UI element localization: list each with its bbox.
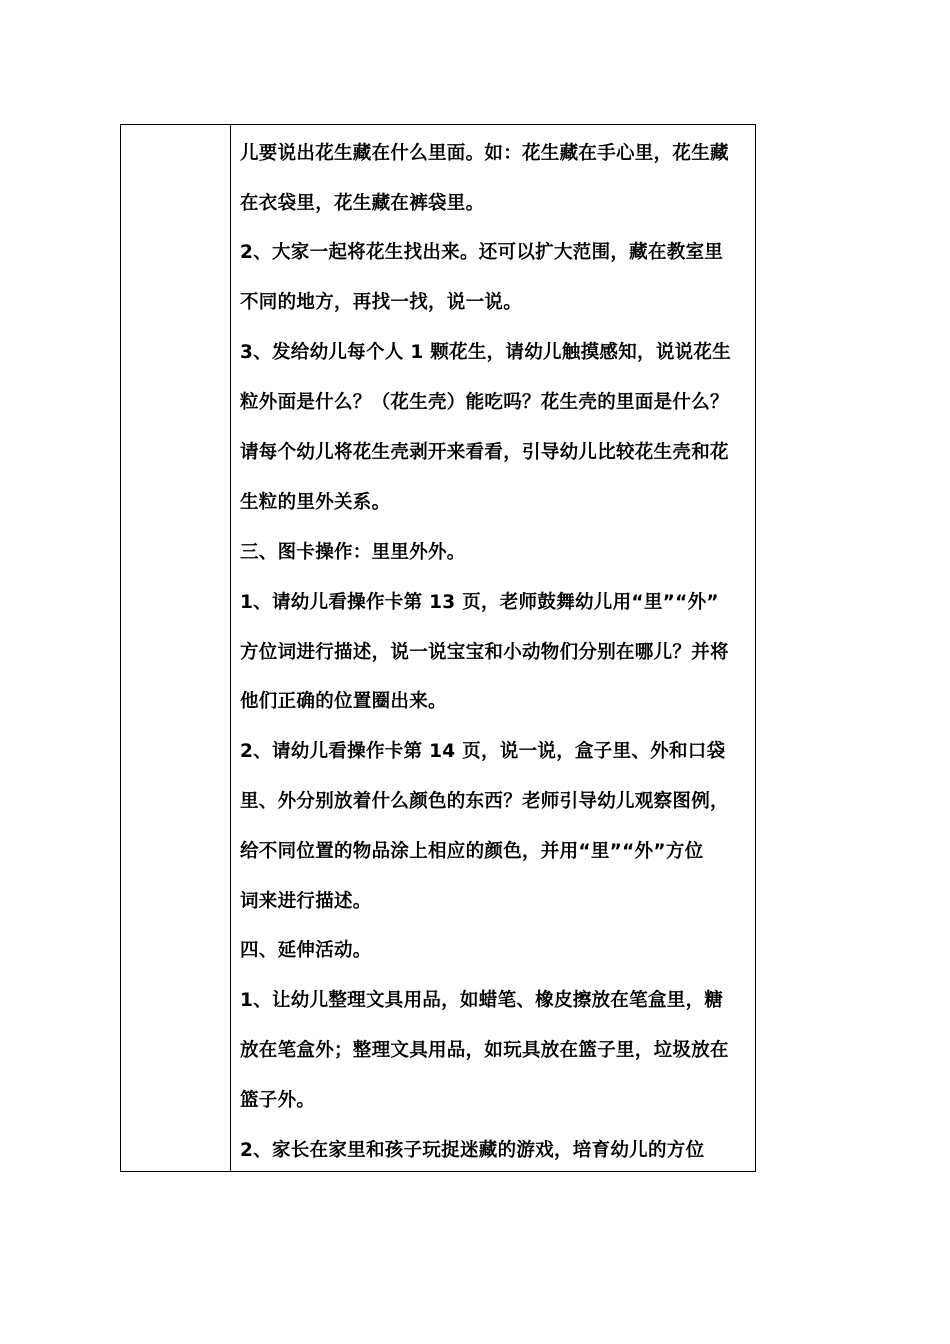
text-line: 生粒的里外关系。 bbox=[240, 492, 391, 513]
text-line: 3、发给幼儿每个人 1 颗花生，请幼儿触摸感知，说说花生 bbox=[240, 342, 732, 363]
text-line: 四、延伸活动。 bbox=[240, 940, 372, 961]
text-line: 给不同位置的物品涂上相应的颜色，并用“里”“外”方位 bbox=[240, 841, 704, 862]
text-line: 2、请幼儿看操作卡第 14 页，说一说，盒子里、外和口袋 bbox=[240, 741, 726, 762]
text-line: 儿要说出花生藏在什么里面。如：花生藏在手心里，花生藏 bbox=[240, 143, 729, 164]
table-left-cell bbox=[121, 125, 231, 1171]
text-line: 2、家长在家里和孩子玩捉迷藏的游戏，培育幼儿的方位 bbox=[240, 1140, 705, 1161]
text-line: 粒外面是什么？（花生壳）能吃吗？花生壳的里面是什么？ bbox=[240, 392, 729, 413]
text-line: 1、让幼儿整理文具用品，如蜡笔、橡皮擦放在笔盒里，糖 bbox=[240, 990, 724, 1011]
text-line: 他们正确的位置圈出来。 bbox=[240, 691, 447, 712]
text-line: 请每个幼儿将花生壳剥开来看看，引导幼儿比较花生壳和花 bbox=[240, 442, 729, 463]
table-right-cell bbox=[231, 125, 755, 1171]
text-line: 在衣袋里，花生藏在裤袋里。 bbox=[240, 193, 485, 214]
text-line: 里、外分别放着什么颜色的东西？老师引导幼儿观察图例， bbox=[240, 791, 729, 812]
text-line: 1、请幼儿看操作卡第 13 页，老师鼓舞幼儿用“里”“外” bbox=[240, 592, 719, 613]
text-line: 不同的地方，再找一找，说一说。 bbox=[240, 292, 523, 313]
text-line: 2、大家一起将花生找出来。还可以扩大范围，藏在教室里 bbox=[240, 242, 724, 263]
text-line: 三、图卡操作：里里外外。 bbox=[240, 542, 466, 563]
text-line: 篮子外。 bbox=[240, 1090, 316, 1111]
text-line: 词来进行描述。 bbox=[240, 891, 372, 912]
content-table bbox=[120, 124, 756, 1172]
text-line: 放在笔盒外；整理文具用品，如玩具放在篮子里，垃圾放在 bbox=[240, 1040, 729, 1061]
text-line: 方位词进行描述，说一说宝宝和小动物们分别在哪儿？并将 bbox=[240, 642, 729, 663]
